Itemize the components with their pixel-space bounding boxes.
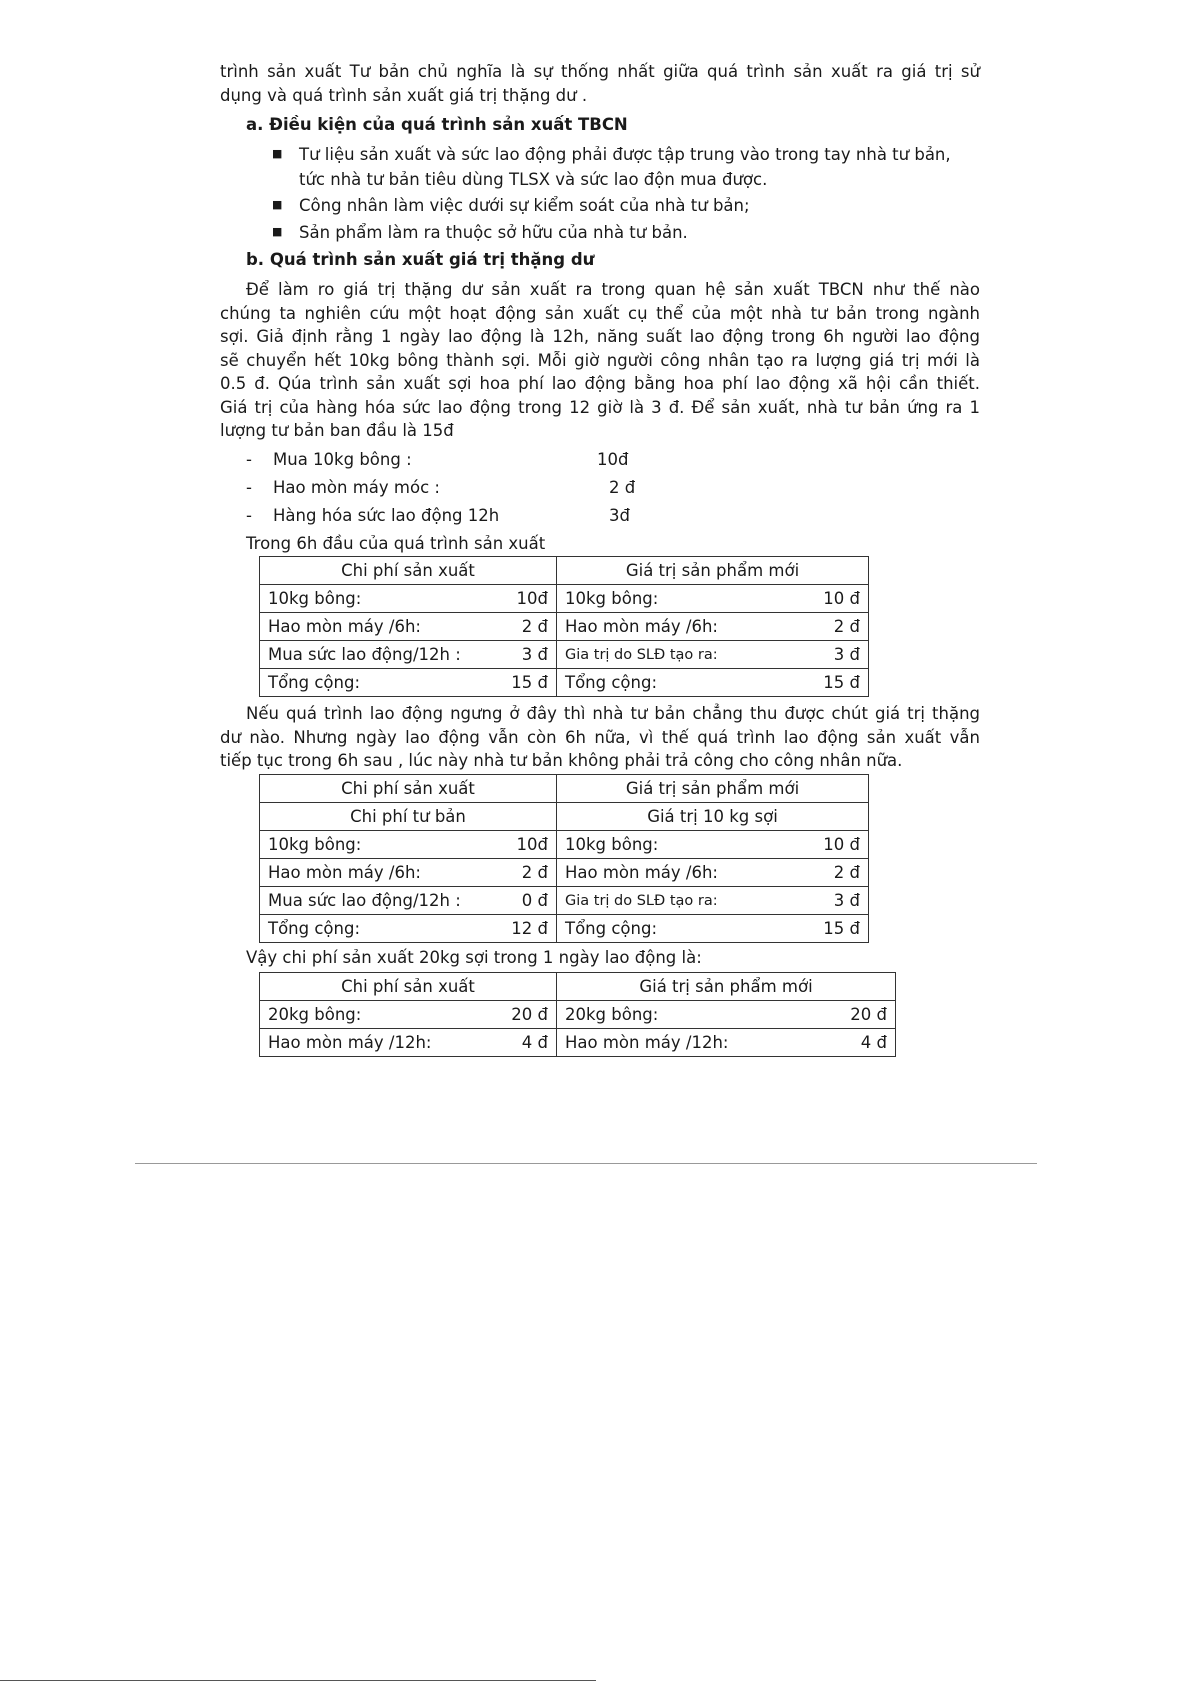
table-row [260,1029,896,1057]
page-divider [135,1163,1037,1164]
bullet-text: Công nhân làm việc dưới sự kiểm soát của nhà tư bản; [299,196,750,215]
cell-value: 2 đ [521,617,548,636]
cell-label: Tổng cộng: [268,673,361,692]
bullet-marker: ■ [272,225,283,238]
cell-label: Gia trị do SLĐ tạo ra: [565,892,718,909]
table-row [260,669,869,697]
table-subheader: Giá trị 10 kg sợi [557,803,869,831]
cell-label: Tổng cộng: [565,673,658,692]
cell-value: 2 đ [521,863,548,882]
table-row [260,831,869,859]
table-header: Chi phí sản xuất [260,775,557,803]
bullet-text: Tư liệu sản xuất và sức lao động phải được tập trung vào trong tay nhà tư bản, tức nhà tư bản tiêu dùng TLSX và sức lao độn mua được. [299,145,951,189]
para-line: Giá trị của hàng hóa sức lao động trong 12 giờ là 3 đ. Để sản xuất, nhà tư bản ứng ra 1 [220,397,980,417]
section-b-paragraph [220,278,980,443]
cell-label: Hao mòn máy /6h: [268,617,421,636]
section-a-heading: a. Điều kiện của quá trình sản xuất TBCN [246,115,628,134]
cell-value: 20 đ [511,1005,548,1024]
cell-value: 2 đ [833,863,860,882]
cell-value: 15 đ [823,673,860,692]
cell-label: Tổng cộng: [268,919,361,938]
table-header: Giá trị sản phẩm mới [557,973,896,1001]
cell-value: 3 đ [833,891,860,910]
table-header: Chi phí sản xuất [260,973,557,1001]
cell-label: Hao mòn máy /6h: [268,863,421,882]
cell-value: 20 đ [850,1005,887,1024]
cell-value: 3 đ [521,645,548,664]
cell-label: 10kg bông: [565,835,659,854]
cell-value: 10 đ [823,835,860,854]
cost-table-second-6h [259,774,869,943]
cell-label: Hao mòn máy /12h: [268,1033,432,1052]
cost-label: Hàng hóa sức lao động 12h [273,506,500,525]
first-6h-caption: Trong 6h đầu của quá trình sản xuất [246,534,546,553]
cell-value: 2 đ [833,617,860,636]
table-row [260,585,869,613]
cell-label: Hao mòn máy /6h: [565,863,718,882]
middle-paragraph [220,702,980,773]
section-b-heading: b. Quá trình sản xuất giá trị thặng dư [246,250,595,269]
bullet-marker: ■ [272,198,283,211]
para-line: sợi. Giả định rằng 1 ngày lao động là 12h, năng suất lao động trong 6h người lao động [220,327,980,346]
cost-label: Hao mòn máy móc : [273,478,440,497]
para-line: tiếp tục trong 6h sau , lúc này nhà tư bản không phải trả công cho công nhân nữa. [220,751,903,770]
cost-value: 2 đ [609,478,636,497]
dash-marker: - [246,506,252,525]
table-subheader: Chi phí tư bản [260,803,557,831]
para-line: sẽ chuyển hết 10kg bông thành sợi. Mỗi giờ người công nhân tạo ra lượng giá trị mới là [220,350,980,370]
cell-value: 4 đ [860,1033,887,1052]
footnote-divider [0,1680,596,1681]
table-row [260,641,869,669]
para-line: dư nào. Nhưng ngày lao động vẫn còn 6h nữa, vì thế quá trình lao động sản xuất vẫn [220,727,980,747]
cell-label: 10kg bông: [268,589,362,608]
cell-value: 0 đ [521,891,548,910]
cell-label: Gia trị do SLĐ tạo ra: [565,646,718,663]
summary-caption: Vậy chi phí sản xuất 20kg sợi trong 1 ngày lao động là: [246,948,702,967]
cell-value: 10đ [516,835,548,854]
table-row [260,915,869,943]
bullet-text: Sản phẩm làm ra thuộc sở hữu của nhà tư bản. [299,223,688,242]
cell-value: 4 đ [521,1033,548,1052]
cell-label: 10kg bông: [565,589,659,608]
table-header: Giá trị sản phẩm mới [557,775,869,803]
para-line: Để làm ro giá trị thặng dư sản xuất ra trong quan hệ sản xuất TBCN như thế nào [246,280,980,299]
cell-label: Mua sức lao động/12h : [268,645,461,664]
cell-label: 10kg bông: [268,835,362,854]
cell-value: 12 đ [511,919,548,938]
cost-table-first-6h [259,556,869,697]
dash-marker: - [246,450,252,469]
cell-value: 15 đ [511,673,548,692]
para-line: lượng tư bản ban đầu là 15đ [220,421,454,440]
para-line: chúng ta nghiên cứu một hoạt động sản xuất cụ thể của một nhà tư bản trong ngành [220,303,980,323]
cell-value: 3 đ [833,645,860,664]
para-line: 0.5 đ. Qúa trình sản xuất sợi hoa phí lao động bằng hoa phí lao động xã hội cần thiết. [220,374,980,393]
table-row [260,859,869,887]
dash-marker: - [246,478,252,497]
table-row [260,1001,896,1029]
cell-value: 10 đ [823,589,860,608]
cell-value: 10đ [516,589,548,608]
intro-paragraph [220,60,980,107]
cost-table-full-day [259,972,896,1057]
cost-label: Mua 10kg bông : [273,450,412,469]
cell-label: 20kg bông: [565,1005,659,1024]
para-line: Nếu quá trình lao động ngưng ở đây thì nhà tư bản chẳng thu được chút giá trị thặng [246,704,980,723]
cell-label: Tổng cộng: [565,919,658,938]
intro-line: dụng và quá trình sản xuất giá trị thặng dư . [220,85,588,105]
intro-line: trình sản xuất Tư bản chủ nghĩa là sự thống nhất giữa quá trình sản xuất ra giá trị sử [220,62,980,81]
cost-value: 10đ [597,450,629,469]
bullet-marker: ■ [272,147,283,160]
cell-label: Hao mòn máy /12h: [565,1033,729,1052]
cell-label: 20kg bông: [268,1005,362,1024]
table-header: Giá trị sản phẩm mới [557,557,869,585]
cell-label: Hao mòn máy /6h: [565,617,718,636]
table-header: Chi phí sản xuất [260,557,557,585]
cost-value: 3đ [609,506,630,525]
table-row [260,613,869,641]
cell-value: 15 đ [823,919,860,938]
table-row [260,887,869,915]
cell-label: Mua sức lao động/12h : [268,891,461,910]
